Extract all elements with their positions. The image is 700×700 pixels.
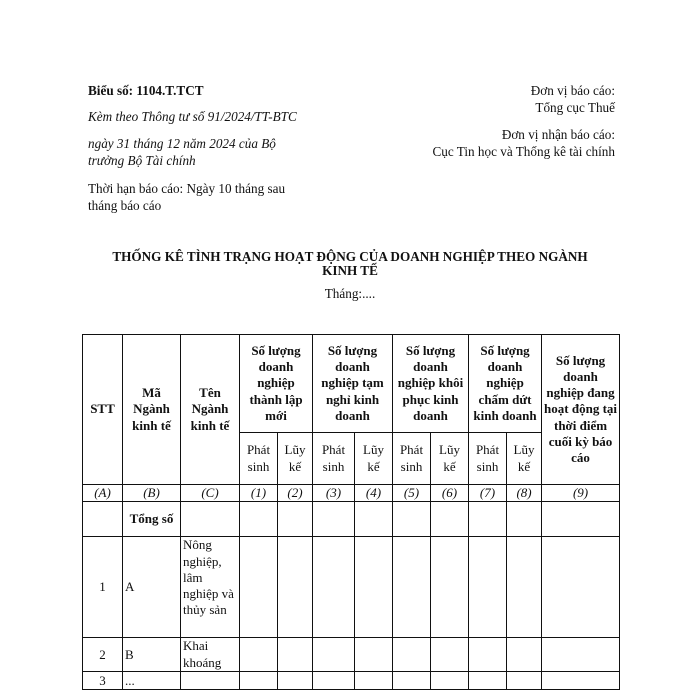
column-code: (4) [355, 485, 393, 502]
column-code: (6) [431, 485, 469, 502]
header-cumulative: Lũy kế [431, 433, 469, 485]
column-code-row [83, 485, 620, 502]
header-arising: Phát sinh [469, 433, 507, 485]
report-title: THỐNG KÊ TÌNH TRẠNG HOẠT ĐỘNG CỦA DOANH NGHIỆP THEO NGÀNH KINH TẾ [112, 249, 588, 278]
header-arising: Phát sinh [240, 433, 278, 485]
row-code: A [123, 537, 181, 638]
header-row-1 [83, 335, 620, 433]
row-stt: 3 [83, 672, 123, 690]
header-arising: Phát sinh [393, 433, 431, 485]
column-code: (7) [469, 485, 507, 502]
table-row [83, 537, 620, 638]
row-name: Khai khoáng [181, 638, 240, 672]
total-label: Tổng số [123, 502, 181, 537]
issued-with: Kèm theo Thông tư số 91/2024/TT-BTC [88, 109, 297, 125]
report-month: Tháng:.... [324, 286, 376, 301]
report-deadline: Thời hạn báo cáo: Ngày 10 tháng sau tháng báo cáo [88, 180, 286, 214]
column-code: (A) [83, 485, 123, 502]
header-cumulative: Lũy kế [507, 433, 542, 485]
header-active-enterprises: Số lượng doanh nghiệp đang hoạt động tại thời điểm cuối kỳ báo cáo [542, 335, 620, 485]
column-code: (8) [507, 485, 542, 502]
reporting-unit-value: Tổng cục Thuế [535, 100, 615, 116]
header-cumulative: Lũy kế [355, 433, 393, 485]
form-code: Biểu số: 1104.T.TCT [88, 83, 204, 98]
issued-date: ngày 31 tháng 12 năm 2024 của Bộ trưởng Bộ Tài chính [88, 135, 276, 169]
column-code: (2) [278, 485, 313, 502]
column-code: (3) [313, 485, 355, 502]
row-stt: 1 [83, 537, 123, 638]
row-code: ... [123, 672, 181, 690]
row-name: Nông nghiệp, lâm nghiệp và thủy sản [181, 537, 240, 638]
header-industry-name: Tên Ngành kinh tế [181, 335, 240, 485]
header-industry-code: Mã Ngành kinh tế [123, 335, 181, 485]
header-stt: STT [83, 335, 123, 485]
column-code: (C) [181, 485, 240, 502]
unit-info [400, 82, 615, 161]
column-code: (1) [240, 485, 278, 502]
column-code: (5) [393, 485, 431, 502]
row-name [181, 672, 240, 690]
table-row [83, 672, 620, 690]
total-row [83, 502, 620, 537]
header-resumed-enterprises: Số lượng doanh nghiệp khôi phục kinh doanh [393, 335, 469, 433]
header-new-enterprises: Số lượng doanh nghiệp thành lập mới [240, 335, 313, 433]
header-arising: Phát sinh [313, 433, 355, 485]
row-code: B [123, 638, 181, 672]
reporting-unit-label: Đơn vị báo cáo: [530, 83, 615, 98]
column-code: (9) [542, 485, 620, 502]
report-table [82, 334, 620, 690]
table-row [83, 638, 620, 672]
receiving-unit-label: Đơn vị nhận báo cáo: [501, 126, 615, 142]
header-suspended-enterprises: Số lượng doanh nghiệp tạm nghỉ kinh doanh [313, 335, 393, 433]
form-info [88, 82, 310, 224]
header-cumulative: Lũy kế [278, 433, 313, 485]
row-stt: 2 [83, 638, 123, 672]
header-terminated-enterprises: Số lượng doanh nghiệp chấm dứt kinh doanh [469, 335, 542, 433]
column-code: (B) [123, 485, 181, 502]
receiving-unit-value: Cục Tin học và Thống kê tài chính [432, 144, 615, 160]
